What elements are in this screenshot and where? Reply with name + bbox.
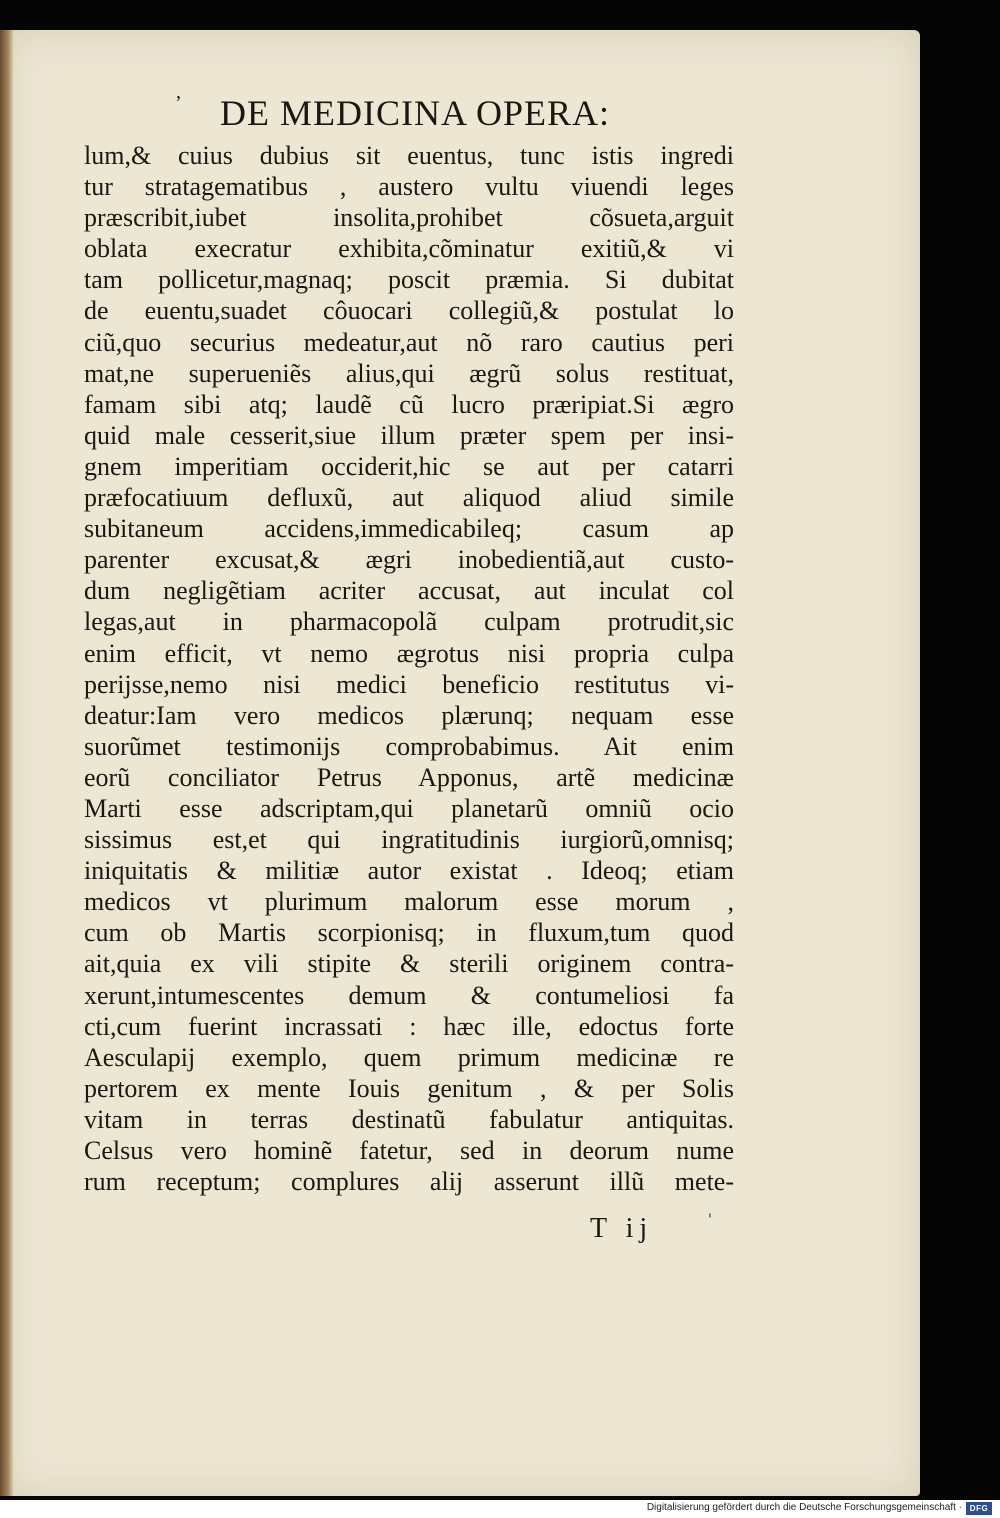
text-line: dum negligẽtiam acriter accusat, aut inculat col: [84, 576, 734, 606]
text-line: xerunt,intumescentes demum & contumeliosi fa: [84, 980, 734, 1010]
text-line: Celsus vero hominẽ fatetur, sed in deorum nume: [84, 1136, 734, 1165]
text-line: quid male cesserit,siue illum præter spem per insi-: [84, 420, 734, 450]
text-line: tam pollicetur,magnaq; poscit præmia. Si dubitat: [84, 265, 734, 295]
margin-tick: ': [708, 1212, 712, 1228]
text-line: rum receptum; complures alij asserunt illũ mete-: [84, 1167, 734, 1197]
text-line: vitam in terras destinatũ fabulatur antiquitas.: [84, 1104, 734, 1134]
text-line: medicos vt plurimum malorum esse morum ,: [84, 887, 734, 917]
text-line: præfocatiuum defluxũ, aut aliquod aliud simile: [84, 483, 734, 513]
text-line: deatur:Iam vero medicos plærunq; nequam esse: [84, 700, 734, 730]
text-line: mat,ne superueniẽs alius,qui ægrũ solus restituat,: [84, 358, 734, 388]
text-line: cti,cum fuerint incrassati : hæc ille, edoctus forte: [84, 1011, 734, 1041]
text-line: Marti esse adscriptam,qui planetarũ omniũ ocio: [84, 793, 734, 823]
text-line: subitaneum accidens,immedicabileq; casum ap: [84, 514, 734, 544]
text-line: pertorem ex mente Iouis genitum , & per Solis: [84, 1073, 734, 1103]
text-line: ciũ,quo securius medeatur,aut nõ raro cautius peri: [84, 327, 734, 357]
dfg-logo-icon: DFG: [966, 1502, 992, 1515]
text-line: præscribit,iubet insolita,prohibet cõsueta,arguit: [84, 203, 734, 233]
text-line: sissimus est,et qui ingratitudinis iurgiorũ,omnisq;: [84, 825, 734, 855]
signature-mark: T ij: [590, 1213, 654, 1244]
running-head-title: DE MEDICINA OPERA:: [219, 93, 610, 133]
footer-credit: Digitalisierung gefördert durch die Deutsche Forschungsgemeinschaft ·: [646, 1502, 962, 1513]
text-line: iniquitatis & militiæ autor existat . Ideoq; etiam: [84, 856, 734, 886]
text-line: tur stratagematibus , austero vultu viuendi leges: [84, 172, 734, 202]
running-head-mark: ’: [175, 92, 183, 114]
text-line: gnem imperitiam occiderit,hic se aut per catarri: [84, 451, 734, 481]
text-line: cum ob Martis scorpionisq; in fluxum,tum quod: [84, 918, 734, 948]
text-line: perijsse,nemo nisi medici beneficio restitutus vi-: [84, 669, 734, 699]
body-text: [84, 140, 734, 1197]
text-line: ait,quia ex vili stipite & sterili originem contra-: [84, 949, 734, 979]
running-head: [0, 92, 830, 134]
text-line: de euentu,suadet côuocari collegiũ,& postulat lo: [84, 296, 734, 326]
page-binding-edge: [0, 30, 14, 1496]
text-line: famam sibi atq; laudẽ cũ lucro præripiat.Si ægro: [84, 389, 734, 419]
text-line: lum,& cuius dubius sit euentus, tunc istis ingredi: [84, 141, 734, 170]
text-line: legas,aut in pharmacopolã culpam protrudit,sic: [84, 607, 734, 637]
text-line: parenter excusat,& ægri inobedientiã,aut custo-: [84, 545, 734, 575]
text-line: eorũ conciliator Petrus Apponus, artẽ medicinæ: [84, 762, 734, 792]
text-line: suorũmet testimonijs comprobabimus. Ait enim: [84, 731, 734, 761]
text-line: enim efficit, vt nemo ægrotus nisi propria culpa: [84, 638, 734, 668]
text-line: oblata execratur exhibita,cõminatur exitiũ,& vi: [84, 234, 734, 264]
text-line: Aesculapij exemplo, quem primum medicinæ re: [84, 1042, 734, 1072]
